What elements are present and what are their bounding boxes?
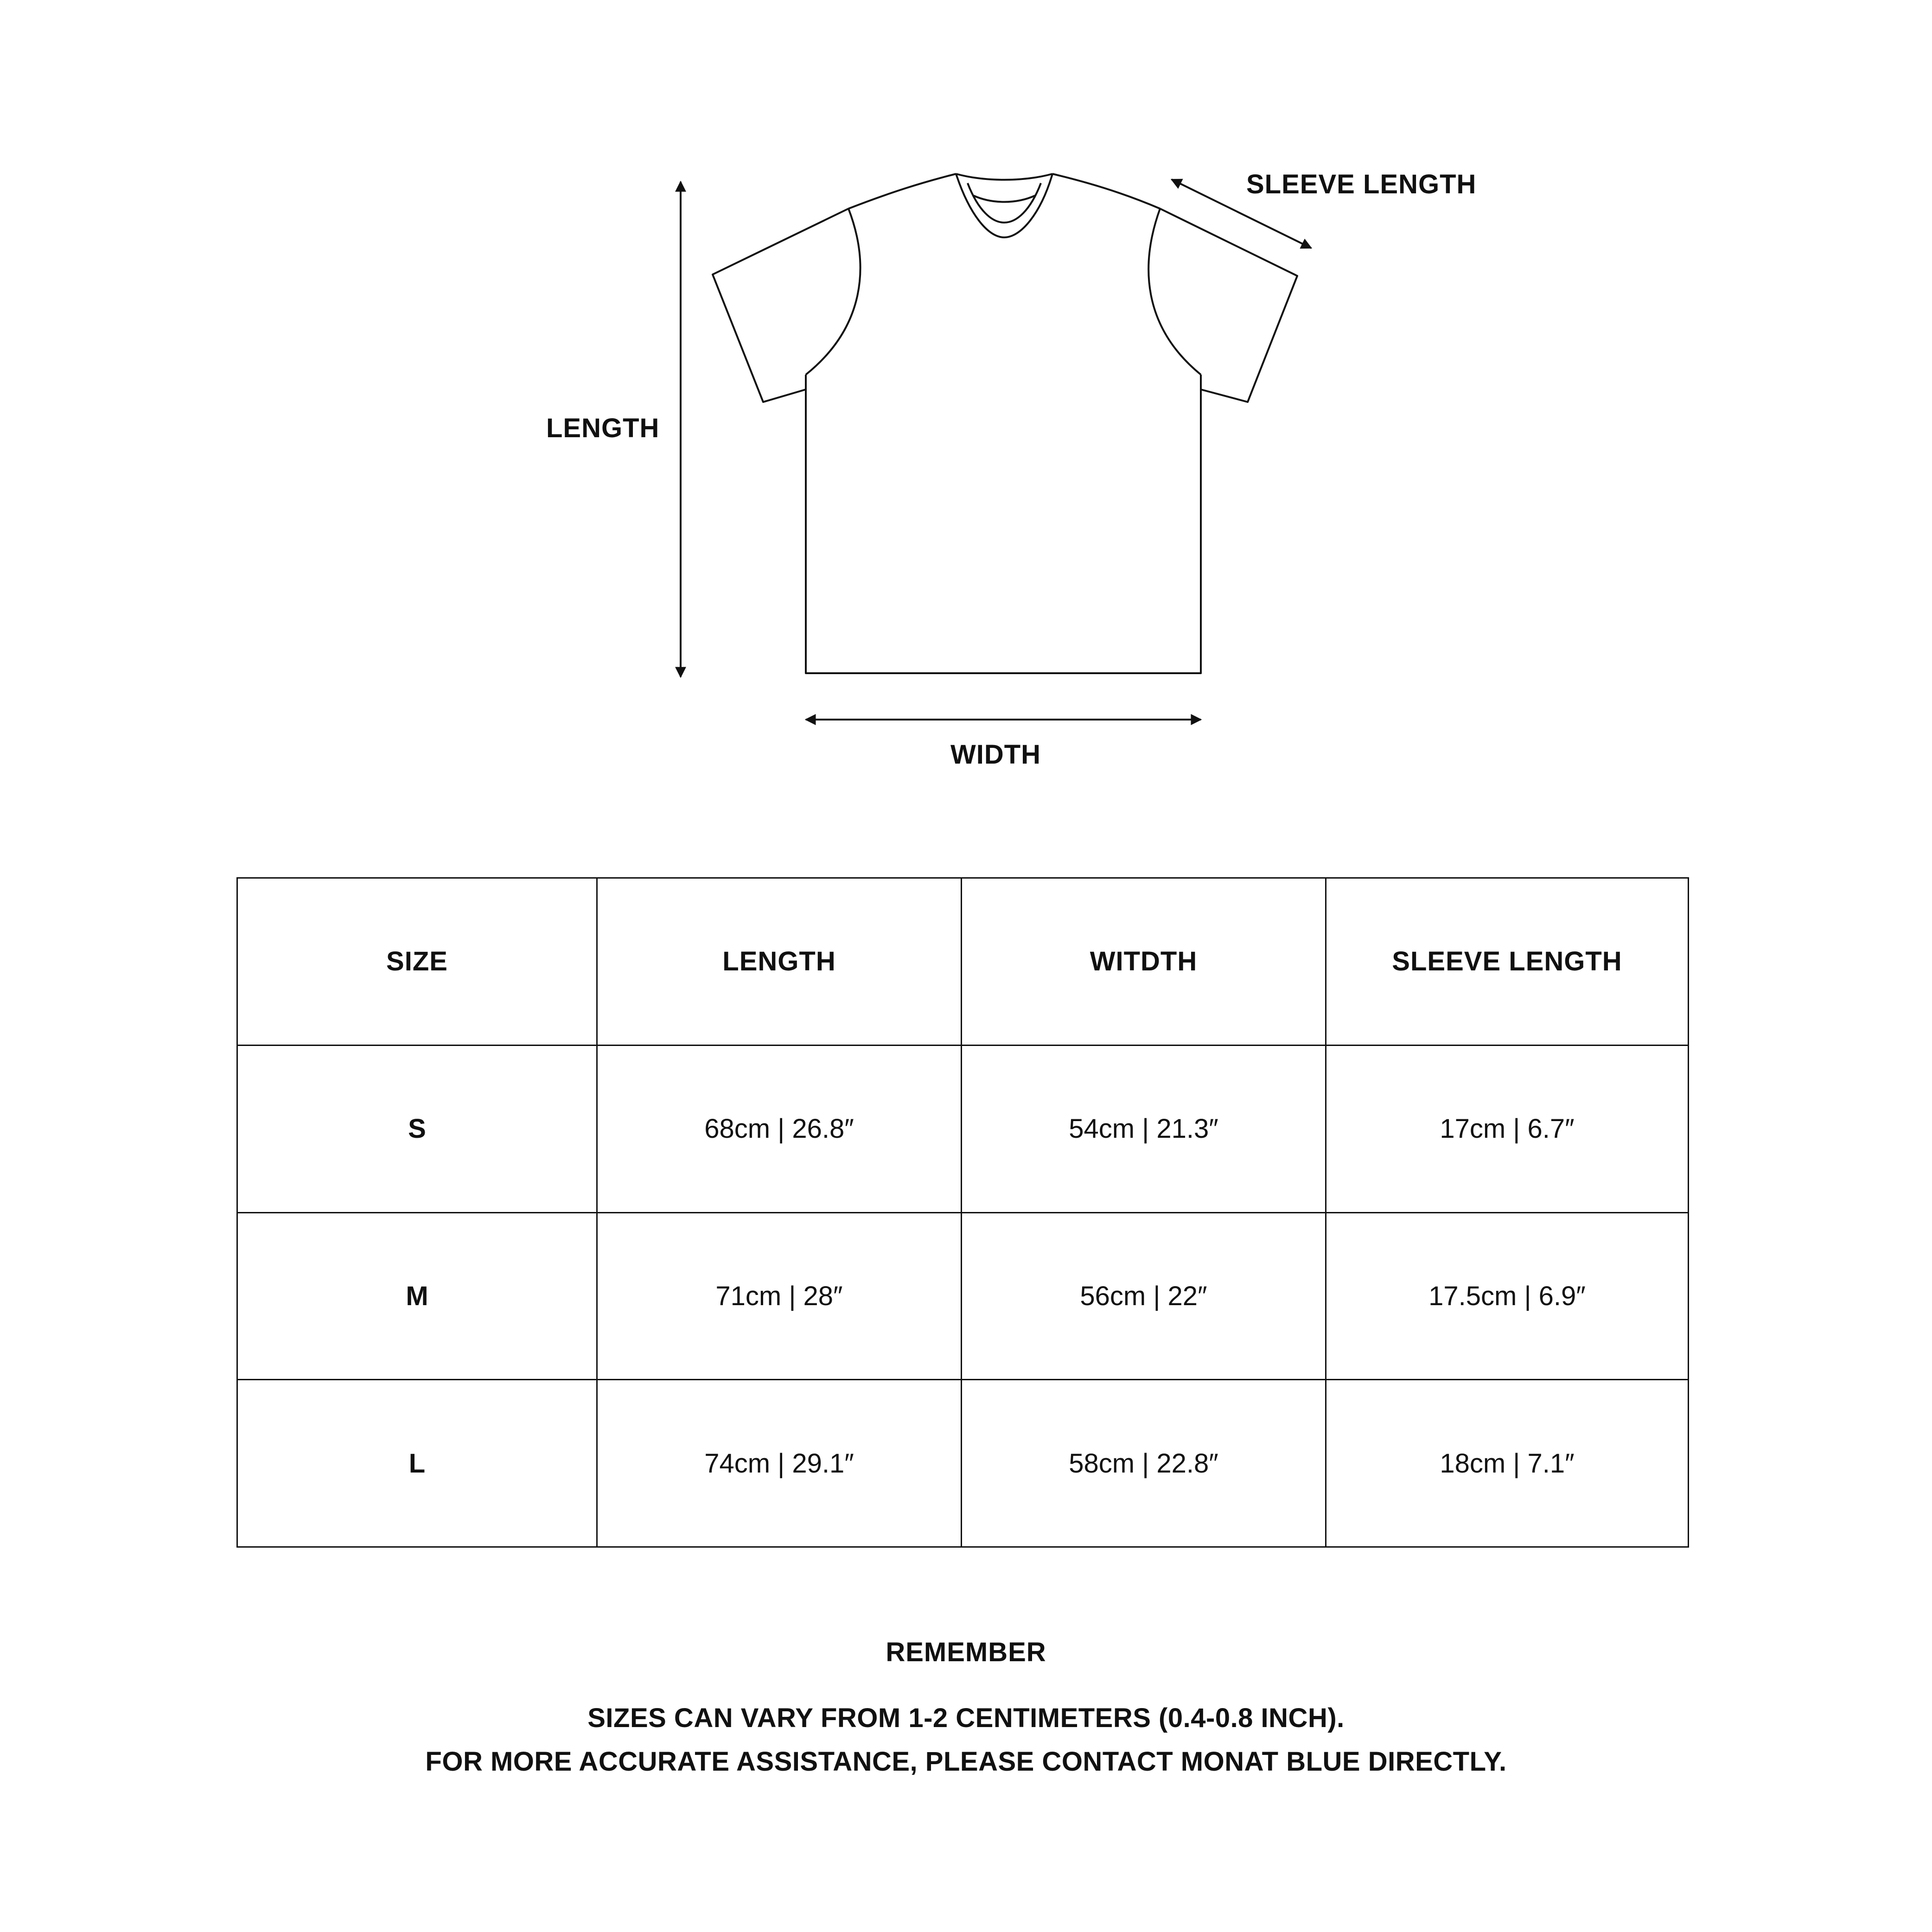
length-cell: 71cm | 28″ xyxy=(597,1212,962,1380)
collar-top xyxy=(956,174,1052,180)
sleeve-length-label: SLEEVE LENGTH xyxy=(1246,169,1477,199)
table-header-row xyxy=(237,878,1689,1046)
note-line-1: SIZES CAN VARY FROM 1-2 CENTIMETERS (0.4-0.8 INCH). xyxy=(587,1703,1345,1733)
collar-outer xyxy=(956,174,1052,237)
right-sleeve xyxy=(1160,209,1297,402)
sizing-note xyxy=(0,1637,1932,1784)
right-shoulder xyxy=(1052,174,1160,209)
width-cell: 56cm | 22″ xyxy=(962,1212,1326,1380)
length-label: LENGTH xyxy=(546,413,660,443)
tshirt-diagram-svg xyxy=(0,0,1932,788)
note-title: REMEMBER xyxy=(886,1637,1046,1667)
tshirt-body xyxy=(806,375,1201,673)
size-cell: M xyxy=(237,1212,597,1380)
right-armhole-seam xyxy=(1148,209,1201,375)
header-length: LENGTH xyxy=(597,878,962,1046)
header-sleeve-length: SLEEVE LENGTH xyxy=(1326,878,1689,1046)
sleeve-length-cell: 17cm | 6.7″ xyxy=(1326,1045,1689,1212)
table-row xyxy=(237,1045,1689,1212)
width-cell: 58cm | 22.8″ xyxy=(962,1380,1326,1547)
header-width: WITDTH xyxy=(962,878,1326,1046)
length-cell: 68cm | 26.8″ xyxy=(597,1045,962,1212)
table-row xyxy=(237,1380,1689,1547)
left-sleeve xyxy=(713,209,848,402)
width-cell: 54cm | 21.3″ xyxy=(962,1045,1326,1212)
table-row xyxy=(237,1212,1689,1380)
tshirt-outline xyxy=(713,174,1297,673)
note-line-2: FOR MORE ACCURATE ASSISTANCE, PLEASE CONTACT MONAT BLUE DIRECTLY. xyxy=(425,1747,1507,1777)
length-cell: 74cm | 29.1″ xyxy=(597,1380,962,1547)
tshirt-measurement-diagram xyxy=(0,0,1932,788)
size-cell: S xyxy=(237,1045,597,1212)
width-label: WIDTH xyxy=(950,740,1041,770)
header-size: SIZE xyxy=(237,878,597,1046)
left-armhole-seam xyxy=(806,209,860,375)
collar-rib xyxy=(974,196,1035,202)
size-chart-table xyxy=(236,877,1689,1548)
sleeve-length-cell: 17.5cm | 6.9″ xyxy=(1326,1212,1689,1380)
size-cell: L xyxy=(237,1380,597,1547)
sleeve-length-cell: 18cm | 7.1″ xyxy=(1326,1380,1689,1547)
left-shoulder xyxy=(848,174,956,209)
